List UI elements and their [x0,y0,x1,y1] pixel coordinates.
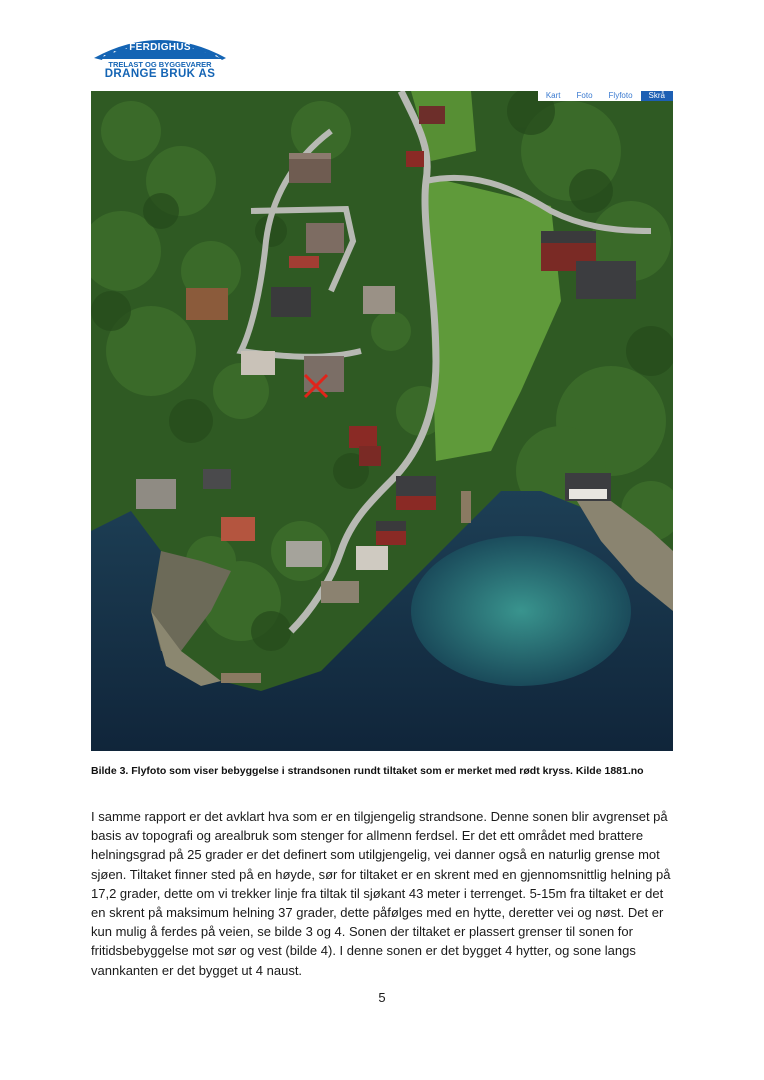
aerial-photo [91,91,673,751]
logo-line-company: DRANGE BRUK AS [104,68,216,80]
logo-line-trelast: TRELAST OG BYGGEVARER [108,60,212,69]
tab-kart: Kart [538,91,569,101]
tab-foto: Foto [569,91,601,101]
image-caption: Bilde 3. Flyfoto som viser bebyggelse i strandsonen rundt tiltaket som er merket med rødt kryss. Kilde 1881.no [91,765,644,777]
aerial-photo-illustration [91,91,673,751]
page-number: 5 [378,990,386,1005]
body-paragraph: I samme rapport er det avklart hva som er en tilgjengelig strandsone. Denne sonen blir avgrenset på basis av topografi og arealbruk som stenger for allmenn ferdsel. Er det ett området med brattere helningsgrad på 25 grader er det definert som utilgjengelig, vei danner også en naturlig grense mot sjøen. Tiltaket finner sted på en høyde, sør for tiltaket er en skrent med en gjennomsnittlig helning på 17,2 grader, dette om vi trekker linje fra tiltak til sjøkant 43 meter i terrenget. 5-15m fra tiltaket er det en skrent på maksimum helning 37 grader, dette påfølges med en hytte, deretter vei og nøst. Det er kun mulig å ferdes på veien, se bilde 3 og 4. Sonen der tiltaket er plassert grenser til sonen for fritidsbebyggelse mot sør og vest (bilde 4). I denne sonen er det bygget 4 hytter, og sone langs vannkanten er det bygget ut 4 naust. [91,809,671,978]
tab-skra: Skrå [641,91,673,101]
tab-flyfoto: Flyfoto [601,91,641,101]
company-logo [90,28,230,82]
map-view-toggle [538,91,673,101]
logo-line-ferdighus: FERDIGHUS [129,42,191,53]
